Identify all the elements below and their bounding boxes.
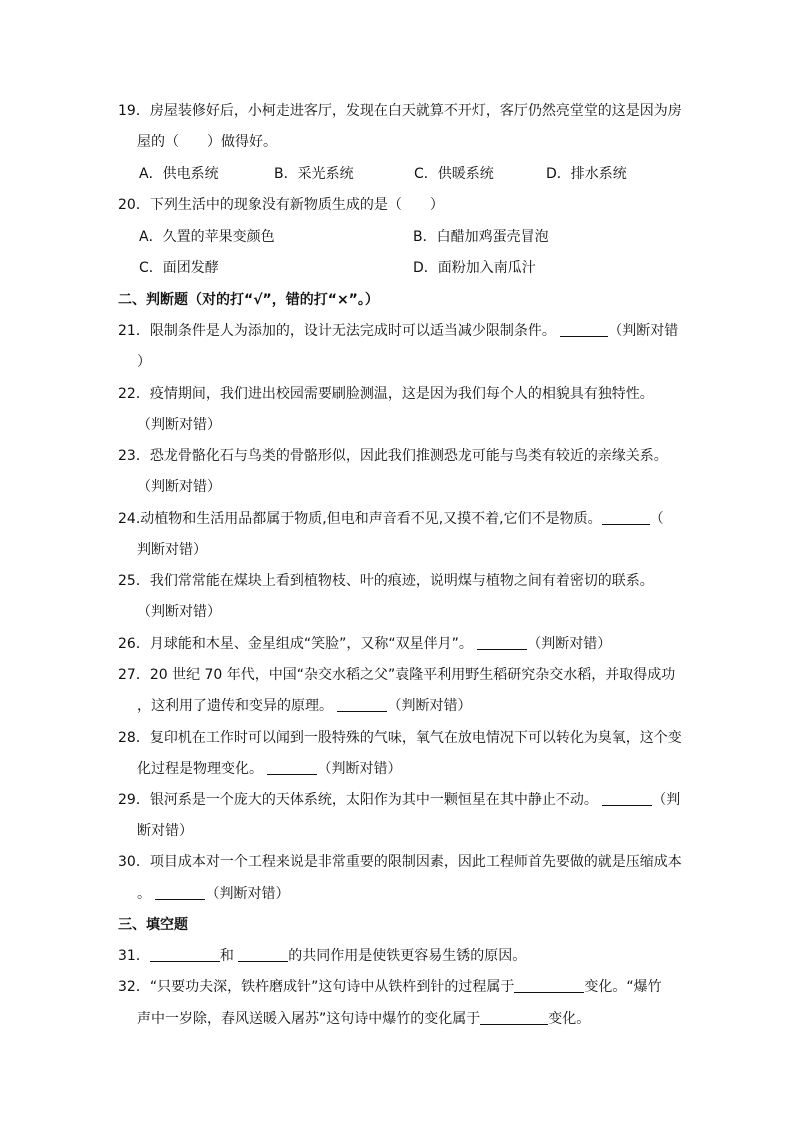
- q21-suffix: （判断对错: [608, 323, 679, 339]
- q32-text-2: 变化。“爆竹: [584, 979, 662, 995]
- q32-text-1: 32．“只要功夫深，铁杵磨成针”这句诗中从铁杵到针的过程属于: [118, 979, 515, 995]
- q25-line1: 25．我们常常能在煤块上看到植物枝、叶的痕迹，说明煤与植物之间有着密切的联系。: [118, 573, 654, 589]
- q29-text: 29．银河系是一个庞大的天体系统，太阳作为其中一颗恒星在其中静止不动。: [118, 792, 598, 808]
- q30-line1: 30．项目成本对一个工程来说是非常重要的限制因素，因此工程师首先要做的就是压缩成本: [118, 854, 682, 870]
- q21-text: 21．限制条件是人为添加的，设计无法完成时可以适当减少限制条件。: [118, 323, 556, 339]
- q29-line2: 断对错）: [137, 823, 193, 839]
- q19-line1: 19．房屋装修好后，小柯走进客厅，发现在白天就算不开灯，客厅仍然亮堂堂的这是因为房: [118, 103, 682, 119]
- section-heading-fill-in: 三、填空题: [118, 917, 188, 933]
- q22-line1: 22．疫情期间，我们进出校园需要刷脸测温，这是因为我们每个人的相貌具有独特性。: [118, 386, 654, 402]
- q28-text: 化过程是物理变化。: [137, 761, 263, 777]
- q25-line2: （判断对错）: [137, 604, 221, 620]
- q24-line1: [118, 509, 664, 529]
- q28-suffix: （判断对错）: [317, 761, 402, 777]
- q27-text: ，这利用了遗传和变异的原理。: [137, 698, 333, 714]
- q28-line2: [137, 759, 401, 779]
- q19-option-b: B．采光系统: [274, 166, 354, 182]
- q29-line1: [118, 790, 680, 810]
- q20-option-d: D．面粉加入南瓜汁: [413, 260, 536, 276]
- answer-blank[interactable]: [337, 697, 387, 712]
- q24-suffix: （: [649, 511, 664, 527]
- q19-option-c: C．供暖系统: [414, 166, 494, 182]
- q29-suffix: （判: [652, 792, 681, 808]
- q26-text: 26．月球能和木星、金星组成“笑脸”，又称“双星伴月”。: [118, 636, 473, 652]
- q27-suffix: （判断对错）: [387, 698, 472, 714]
- q22-line2: （判断对错）: [137, 417, 221, 433]
- answer-blank[interactable]: [602, 791, 652, 806]
- q20-option-c: C．面团发酵: [139, 260, 219, 276]
- q19-option-d: D．排水系统: [546, 166, 627, 182]
- answer-blank[interactable]: [514, 978, 584, 993]
- q30-suffix: （判断对错）: [205, 886, 290, 902]
- q30-text: 。: [137, 886, 151, 902]
- q26-suffix: （判断对错）: [527, 636, 612, 652]
- answer-blank[interactable]: [150, 947, 220, 962]
- q32-line2: [137, 1009, 590, 1029]
- q21-line2: ）: [137, 354, 151, 370]
- q32-line1: [118, 977, 662, 997]
- q19-line2: 屋的（ ）做得好。: [137, 134, 277, 150]
- q28-line1: 28．复印机在工作时可以闻到一股特殊的气味，氧气在放电情况下可以转化为臭氧，这个变: [118, 730, 682, 746]
- q21-line1: [118, 321, 678, 341]
- q20-option-a: A．久置的苹果变颜色: [139, 229, 275, 245]
- q27-line1: 27．20 世纪 70 年代，中国“杂交水稻之父”袁隆平利用野生稻研究杂交水稻，并取得成功: [118, 667, 676, 683]
- answer-blank[interactable]: [560, 322, 608, 337]
- q32-text-3: 声中一岁除，春风送暖入屠苏”这句诗中爆竹的变化属于: [137, 1011, 481, 1027]
- q23-line1: 23．恐龙骨骼化石与鸟类的骨骼形似，因此我们推测恐龙可能与鸟类有较近的亲缘关系。: [118, 448, 668, 464]
- answer-blank[interactable]: [267, 760, 317, 775]
- q20-line1: 20．下列生活中的现象没有新物质生成的是（ ）: [118, 197, 444, 213]
- q31-number: 31．: [118, 948, 150, 964]
- answer-blank[interactable]: [480, 1010, 548, 1025]
- q31-line1: [118, 946, 526, 966]
- q20-option-b: B．白醋加鸡蛋壳冒泡: [413, 229, 549, 245]
- q32-text-4: 变化。: [548, 1011, 591, 1027]
- q27-line2: [137, 696, 471, 716]
- answer-blank[interactable]: [238, 947, 288, 962]
- q31-text: 的共同作用是使铁更容易生锈的原因。: [288, 948, 527, 964]
- answer-blank[interactable]: [602, 510, 650, 525]
- q24-line2: 判断对错）: [137, 542, 207, 558]
- q23-line2: （判断对错）: [137, 479, 221, 495]
- answer-blank[interactable]: [477, 635, 527, 650]
- q26-line1: [118, 634, 611, 654]
- q30-line2: [137, 884, 289, 904]
- q19-option-a: A．供电系统: [139, 166, 219, 182]
- q24-text: 24.动植物和生活用品都属于物质,但电和声音看不见,又摸不着,它们不是物质。: [118, 511, 602, 527]
- section-heading-judgment: 二、判断题（对的打“√”，错的打“×”。）: [118, 292, 379, 308]
- answer-blank[interactable]: [155, 885, 205, 900]
- q31-and: 和: [219, 948, 234, 964]
